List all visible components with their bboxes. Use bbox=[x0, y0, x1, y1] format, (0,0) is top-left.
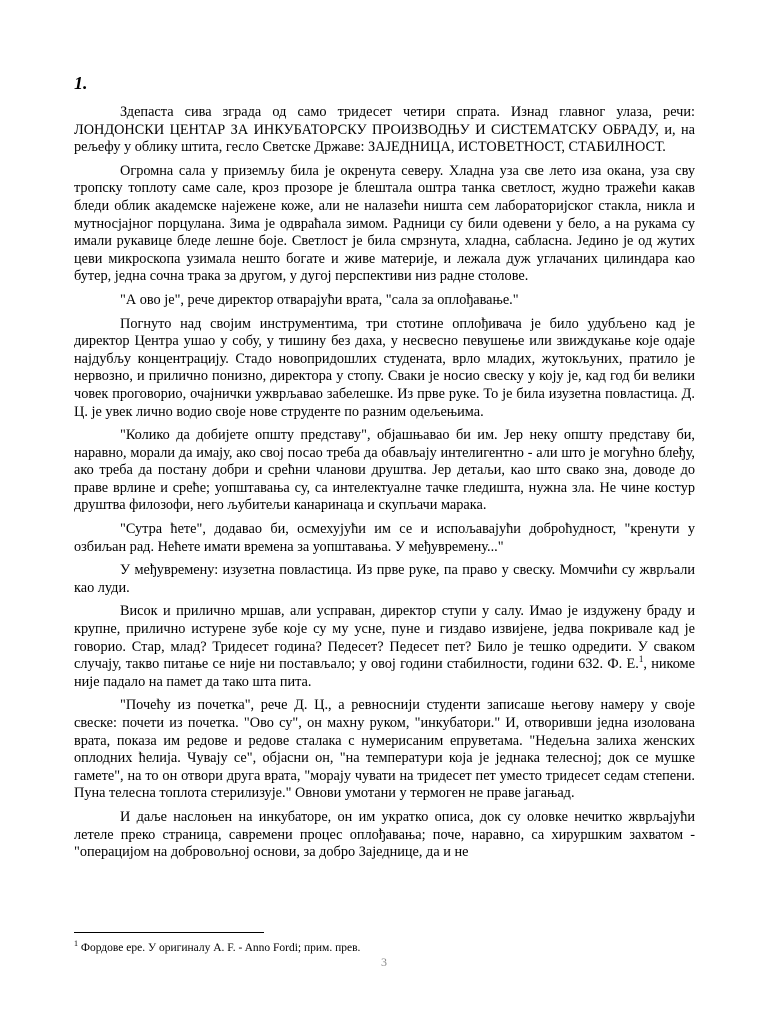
footnote-text: Фордове ере. У оригиналу A. F. - Anno Fordi; прим. прев. bbox=[80, 941, 361, 954]
footnote-marker: 1 bbox=[74, 939, 78, 948]
paragraph: Погнуто над својим инструментима, три стотине оплођивача је било удубљено кад је директор Центра ушао у собу, у тишину без даха, у несвесно певушење или звиждукање које одаје најдубљу концентрацију. Стадо новопридошлих студената, врло младих, жутокљуних, пратило је нервозно, и прилично понизно, директора у стопу. Сваки је носио свеску у коју је, кад год би велики човек проговорио, очајнички ужврљавао забелешке. Из прве руке. То је била изузетна повластица. Д. Ц. је увек лично водио своје нове струденте по разним одељењима. bbox=[74, 315, 695, 420]
body-text bbox=[74, 104, 695, 868]
paragraph: Здепаста сива зграда од само тридесет четири спрата. Изнад главног улаза, речи: ЛОНДОНСКИ ЦЕНТАР ЗА ИНКУБАТОРСКУ ПРОИЗВОДЊУ И СИСТЕМАТСКУ ОБРАДУ, и, на рељефу у облику штита, гесло Светске Државе: ЗАЈЕДНИЦА, ИСТОВЕТНОСТ, СТАБИЛНОСТ. bbox=[74, 104, 695, 156]
paragraph: "Сутра ћете", додавао би, осмехујући им се и испољавајући доброћудност, "кренути у озбиљан рад. Нећете имати времена за уопштавања. У међувремену..." bbox=[74, 521, 695, 555]
footnote-reference[interactable]: 1 bbox=[638, 654, 644, 665]
paragraph: И даље наслоњен на инкубаторе, он им укратко описа, док су оловке нечитко жврљајући летеле преко страница, савремени процес оплођавања; поче, наравно, са хируршким захватом - "операцијом на добровољној основи, за добро Заједнице, да и не bbox=[74, 808, 695, 861]
paragraph-with-footnote-ref bbox=[74, 603, 695, 691]
paragraph-text: Висок и прилично мршав, али усправан, директор ступи у салу. Имао је издужену браду и крупне, прилично истурене зубе које су му усне, пуне и гиздаво извијене, једва покривале кад је говорио. Стар, млад? Тридесет година? Педесет? Педесет пет? Било је тешко одредити. У сваком случају, такво питање се није ни постављало; у овој години стабилности, години 632. Ф. Е. bbox=[74, 603, 695, 673]
footnote bbox=[74, 937, 695, 955]
paragraph: "Почећу из почетка", рече Д. Ц., а ревноснији студенти записаше његову намеру у своје свеске: почети из почетка. "Ово су", он махну руком, "инкубатори." И, отворивши једна изолована врата, показа им редове и редове сталака с нумерисаним епруветама. "Недељна залиха женских оплодних ћелија. Чувају се", објасни он, "на температури која је једнака телесној; док се мушке гамете", на то он отвори друга врата, "морају чувати на тридесет пет уместо тридесет седам степени. Пуна телесна топлота стерилизује." Овнови умотани у термоген не праве јагањад. bbox=[74, 697, 695, 802]
paragraph: Огромна сала у приземљу била је окренута северу. Хладна уза све лето иза окана, уза сву тропску топлоту саме сале, кроз прозоре је блештала оштра танка светлост, жудно тражећи какав бледи облик академске наjежене коже, али не налазећи ништа сем лабораторијског стакла, никла и мутносјајног порцулана. Зима је одвраћала зимом. Радници су били одевени у бело, а на рукама су имали рукавице бледе лешне боје. Светлост је била смрзнута, хладна, саблaсна. Једино је од жутих цеви микроскопа узимала нешто богате и живе материје, и лежала дуж углачаних цилиндара као бутер, једна сочна трака за другом, у дугој перспективи низ радне столове. bbox=[74, 162, 695, 285]
page-number: 3 bbox=[381, 955, 387, 969]
paragraph: У међувремену: изузетна повластица. Из прве руке, па право у свеску. Момчићи су жврљали као луди. bbox=[74, 562, 695, 596]
paragraph: "А ово је", рече директор отварајући врата, "сала за оплођавање." bbox=[120, 291, 519, 308]
footnote-divider bbox=[74, 932, 264, 933]
paragraph: "Колико да добијете општу представу", објашњавао би им. Јер неку општу представу би, наравно, морали да имају, ако свој посао треба да обављају интелигентно - али што је могућно блеђу, ако треба да постану добри и срећни чланови друштва. Јер детаљи, као што свако зна, доводе до праве врлине и среће; уопштавања су, са интелектуалне тачке гледишта, нужна зла. Не чине костур друштва филозофи, него љубитељи канаринаца и скупљачи марака. bbox=[74, 427, 695, 514]
chapter-heading: 1. bbox=[74, 73, 88, 93]
paragraph-text-tail: , никоме није падало на памет да тако шта пита. bbox=[74, 656, 695, 690]
